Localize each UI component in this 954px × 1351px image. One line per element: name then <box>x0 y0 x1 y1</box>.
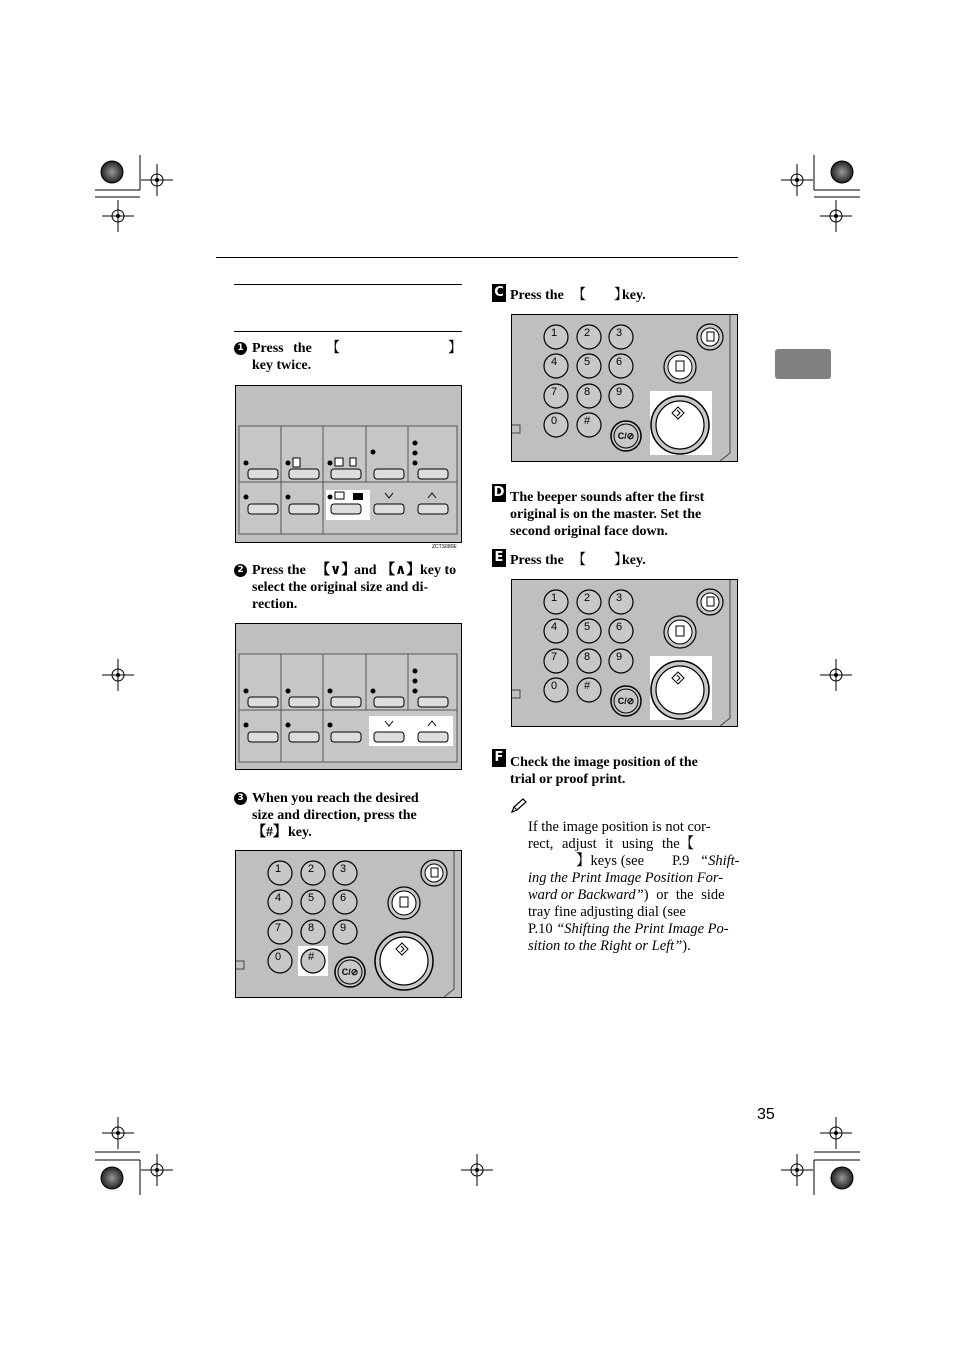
clear-stop-key-label: C/⊘ <box>617 431 635 441</box>
note-line7 <box>528 921 740 938</box>
step-f-line1: Check the image position of the <box>510 755 698 770</box>
keypad-key-label: 6 <box>339 892 347 904</box>
note-line5 <box>528 887 740 904</box>
step-e-bracket: 【 】 <box>572 553 628 568</box>
keypad-drawing <box>512 580 737 726</box>
keypad-key-label: 8 <box>583 651 591 663</box>
step-1-line2: key twice. <box>252 358 312 373</box>
step-c-post: key. <box>622 288 646 303</box>
keypad-key-label: 8 <box>307 922 315 934</box>
keypad-key-label: 9 <box>615 386 623 398</box>
keypad-key-label: 3 <box>615 327 623 339</box>
note-line3 <box>528 853 740 870</box>
keypad-key-label: 7 <box>274 922 282 934</box>
step-1 <box>234 340 464 376</box>
figure-code: ZCTS080E <box>432 544 457 550</box>
keypad-key-label: 4 <box>274 892 282 904</box>
keypad-key-label: 5 <box>307 892 315 904</box>
header-rule <box>216 257 738 258</box>
step-d-line3: second original face down. <box>510 524 668 539</box>
step-d <box>492 484 740 538</box>
note-link-1c: ward or Backward” <box>528 887 644 903</box>
keypad-key-label: # <box>583 680 591 692</box>
note-line2: rect, adjust it using the【 <box>528 836 695 852</box>
keypad-key-label: 0 <box>550 680 558 692</box>
chapter-tab <box>775 349 831 379</box>
keypad-key-label: 6 <box>615 356 623 368</box>
page-number: 35 <box>757 1106 775 1123</box>
step-3-key: key. <box>288 825 312 840</box>
step-f-line2: trial or proof print. <box>510 772 626 787</box>
note-line8 <box>528 938 740 955</box>
keypad-key-label: 3 <box>615 592 623 604</box>
keypad-key-label: 3 <box>339 863 347 875</box>
keypad-key-label: 0 <box>550 415 558 427</box>
note-link-1a: “Shift- <box>700 853 740 869</box>
keypad-key-label: 9 <box>615 651 623 663</box>
keypad-key-label: 1 <box>550 592 558 604</box>
keypad-key-label: 5 <box>583 621 591 633</box>
keypad-key-label: 4 <box>550 621 558 633</box>
keypad-key-label: # <box>307 951 315 963</box>
bracket-close: 】 <box>448 341 462 356</box>
step-e-pre: Press the <box>510 553 564 568</box>
keypad-figure-clear <box>511 314 738 462</box>
panel-drawing <box>236 386 461 542</box>
keypad-key-label: 1 <box>550 327 558 339</box>
section-rule-top <box>234 284 462 285</box>
up-key-label: 【∧】 <box>381 563 421 578</box>
note-link-2a: “Shifting the Print Image Po- <box>556 921 729 937</box>
note-page-ref-2: P.10 <box>528 921 553 937</box>
note-line1: If the image position is not cor- <box>528 819 711 835</box>
step-number: E <box>492 549 506 567</box>
keypad-key-label: 9 <box>339 922 347 934</box>
step-2-line2: select the original size and di- <box>252 580 429 595</box>
step-number: C <box>492 284 506 302</box>
section-rule-bottom <box>234 331 462 332</box>
operation-panel-figure-2 <box>235 623 462 770</box>
note-line6: tray fine adjusting dial (see <box>528 904 686 920</box>
step-3-line2: size and direction, press the <box>252 808 417 823</box>
step-f <box>492 749 740 789</box>
step-d-line2: original is on the master. Set the <box>510 507 702 522</box>
keypad-drawing <box>512 315 737 461</box>
step-e-post: key. <box>622 553 646 568</box>
step-number: 2 <box>234 564 247 577</box>
keypad-key-label: 0 <box>274 951 282 963</box>
hash-key-label: 【#】 <box>252 825 287 840</box>
keypad-key-label: 1 <box>274 863 282 875</box>
step-2-text-a: Press the <box>252 563 306 578</box>
step-number: 1 <box>234 342 247 355</box>
note-text-8: ). <box>682 938 691 954</box>
step-c <box>492 284 740 304</box>
note-line4 <box>528 870 740 887</box>
step-2-and: and <box>354 563 377 578</box>
note-text <box>528 819 740 955</box>
step-e <box>492 549 740 569</box>
keypad-key-label: 2 <box>307 863 315 875</box>
keypad-key-label: # <box>583 415 591 427</box>
step-3-line1: When you reach the desired <box>252 791 419 806</box>
keypad-key-label: 5 <box>583 356 591 368</box>
step-3 <box>234 790 464 844</box>
keypad-key-label: 6 <box>615 621 623 633</box>
step-c-bracket: 【 】 <box>572 288 628 303</box>
step-number: 3 <box>234 792 247 805</box>
step-c-pre: Press the <box>510 288 564 303</box>
note-keys-ref: 】keys (see <box>576 853 645 869</box>
keypad-key-label: 7 <box>550 386 558 398</box>
down-key-label: 【∨】 <box>316 563 356 578</box>
clear-stop-key-label: C/⊘ <box>341 967 359 977</box>
panel-drawing <box>236 624 461 769</box>
note-pencil-icon <box>510 798 528 814</box>
step-number: D <box>493 485 505 500</box>
keypad-figure-start <box>511 579 738 727</box>
note-text-5: ) or the side <box>643 887 725 903</box>
note-link-1b: ing the Print Image Position For- <box>528 870 724 886</box>
step-2 <box>234 562 464 616</box>
step-d-line1: The beeper sounds after the first <box>510 490 705 505</box>
step-1-line1: Press the <box>252 341 312 356</box>
keypad-key-label: 2 <box>583 327 591 339</box>
bracket-open: 【 <box>326 341 340 356</box>
step-2-text-b: key to <box>420 563 457 578</box>
clear-stop-key-label: C/⊘ <box>617 696 635 706</box>
keypad-figure-hash <box>235 850 462 998</box>
keypad-key-label: 2 <box>583 592 591 604</box>
keypad-key-label: 7 <box>550 651 558 663</box>
operation-panel-figure-1 <box>235 385 462 543</box>
note-page-ref-1: P.9 <box>672 853 690 869</box>
keypad-key-label: 4 <box>550 356 558 368</box>
keypad-drawing <box>236 851 461 997</box>
step-2-line3: rection. <box>252 597 298 612</box>
keypad-key-label: 8 <box>583 386 591 398</box>
note-link-2b: sition to the Right or Left” <box>528 938 683 954</box>
step-number: F <box>492 749 506 767</box>
